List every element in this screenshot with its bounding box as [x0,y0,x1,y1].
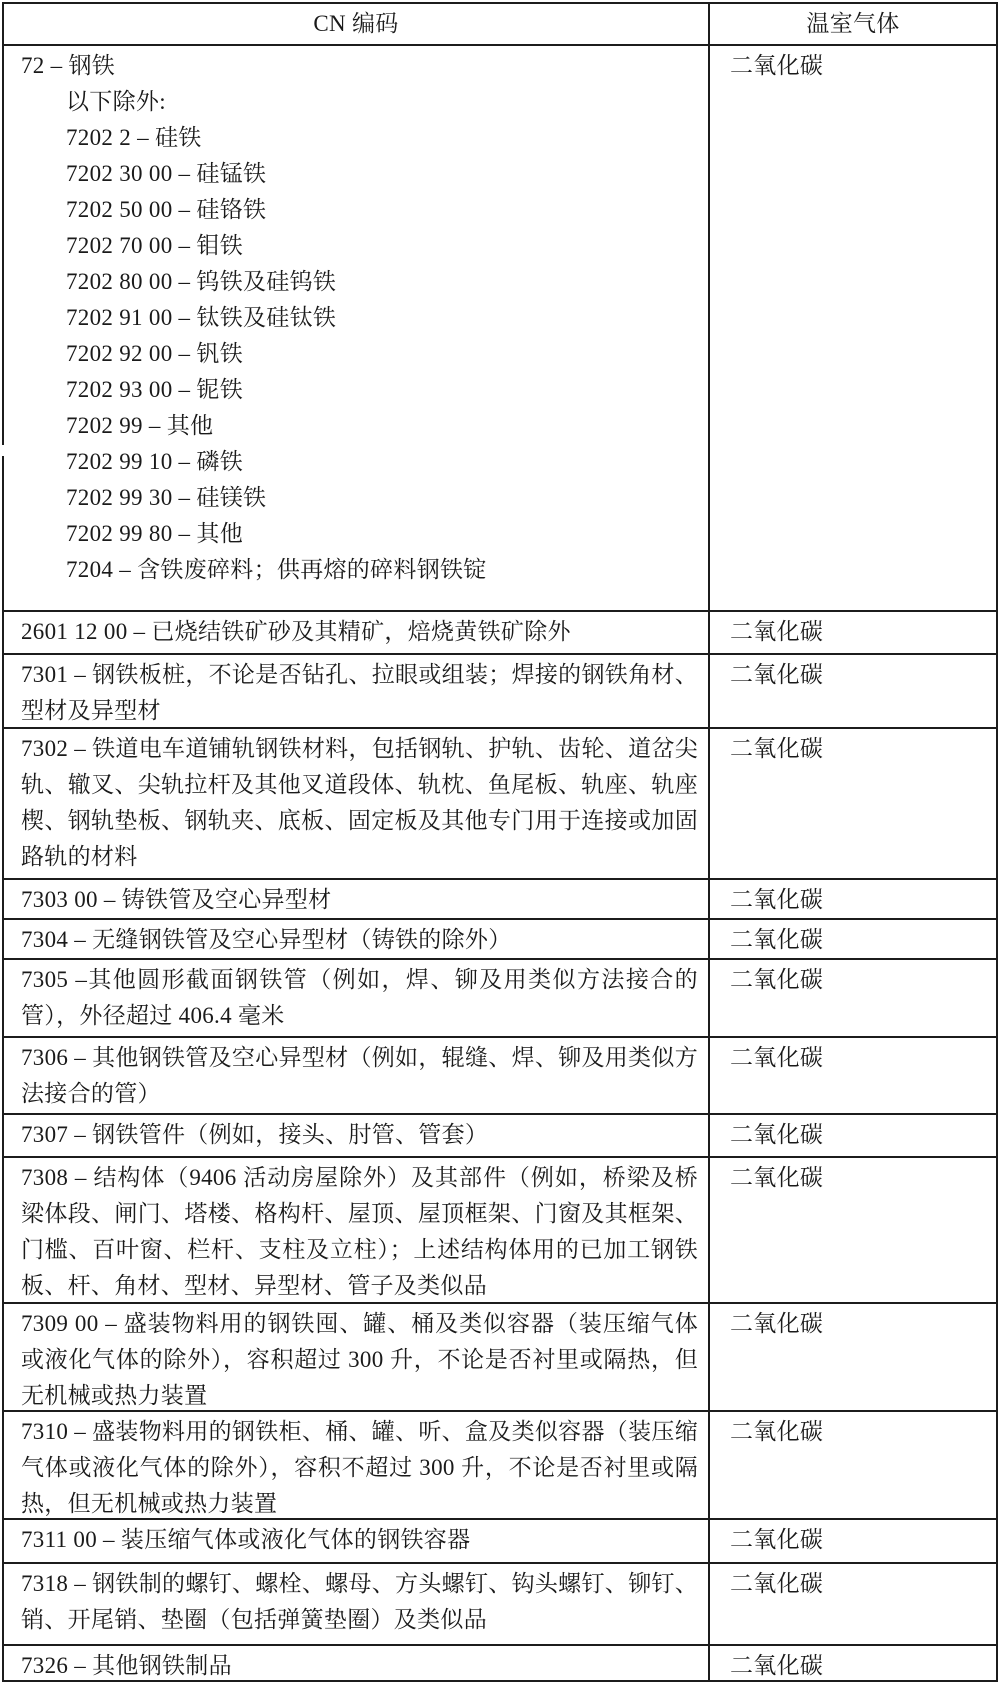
gas-cell: 二氧化碳 [730,967,824,992]
table-row [4,46,996,612]
column-header-cn-code: CN 编码 [4,4,710,44]
cn-code-cell: 7307 – 钢铁管件（例如，接头、肘管、管套） [4,1115,710,1156]
cn-code-line: 7202 99 – 其他 [66,413,214,438]
cn-code-line: 7202 80 00 – 钨铁及硅钨铁 [66,269,337,294]
cn-code-line: 72 – 钢铁 [21,53,116,78]
gas-cell: 二氧化碳 [730,887,824,912]
table-row [4,1115,996,1158]
cn-code-line: 7202 99 80 – 其他 [66,521,243,546]
cn-code-line: 7202 91 00 – 钛铁及硅钛铁 [66,305,337,330]
cn-code-line: 7202 99 10 – 磷铁 [66,449,243,474]
table-row [4,729,996,880]
table-row [4,1520,996,1564]
cn-code-line: 7202 93 00 – 铌铁 [66,377,243,402]
table-row [4,655,996,729]
cn-code-cell: 7303 00 – 铸铁管及空心异型材 [4,880,710,918]
page-break-border-gap [0,445,7,456]
table-row [4,1038,996,1115]
column-header-greenhouse-gas: 温室气体 [806,11,900,36]
gas-cell: 二氧化碳 [730,662,824,687]
cn-code-cell: 7326 – 其他钢铁制品 [4,1646,710,1682]
table-row [4,1158,996,1304]
gas-cell: 二氧化碳 [730,927,824,952]
gas-cell: 二氧化碳 [730,619,824,644]
cn-code-cell [4,46,710,610]
cn-code-cell: 7311 00 – 装压缩气体或液化气体的钢铁容器 [4,1520,710,1562]
gas-cell: 二氧化碳 [730,1045,824,1070]
gas-cell: 二氧化碳 [730,1527,824,1552]
cn-code-line: 以下除外: [66,89,166,114]
table-row [4,1412,996,1520]
table-row [4,1304,996,1412]
table-row [4,920,996,960]
table-header-row [4,4,996,46]
cn-code-cell: 7304 – 无缝钢铁管及空心异型材（铸铁的除外） [4,920,710,958]
gas-cell: 二氧化碳 [730,1311,824,1336]
cn-code-line: 7202 30 00 – 硅锰铁 [66,161,267,186]
cn-code-line: 7202 2 – 硅铁 [66,125,202,150]
cn-code-cell: 2601 12 00 – 已烧结铁矿砂及其精矿，焙烧黄铁矿除外 [4,612,710,653]
cn-code-line: 7204 – 含铁废碎料；供再熔的碎料钢铁锭 [66,557,487,582]
table-row [4,1564,996,1646]
cn-code-line: 7202 50 00 – 硅铬铁 [66,197,267,222]
cn-code-cell: 7308 – 结构体（9406 活动房屋除外）及其部件（例如，桥梁及桥梁体段、闸门、塔楼、格构杆、屋顶、屋顶框架、门窗及其框架、门槛、百叶窗、栏杆、支柱及立柱）；上述结构体用的已加工钢铁板、杆、角材、型材、异型材、管子及类似品 [4,1158,710,1302]
gas-cell: 二氧化碳 [730,1571,824,1596]
gas-cell: 二氧化碳 [730,736,824,761]
cn-code-gas-table [2,2,998,1682]
table-row [4,612,996,655]
cn-code-cell: 7302 – 铁道电车道铺轨钢铁材料，包括钢轨、护轨、齿轮、道岔尖轨、辙叉、尖轨拉杆及其他叉道段体、轨枕、鱼尾板、轨座、轨座楔、钢轨垫板、钢轨夹、底板、固定板及其他专门用于连接或加固路轨的材料 [4,729,710,878]
table-row [4,1646,996,1682]
gas-cell: 二氧化碳 [730,1419,824,1444]
cn-code-cell: 7310 – 盛装物料用的钢铁柜、桶、罐、听、盒及类似容器（装压缩气体或液化气体的除外），容积不超过 300 升，不论是否衬里或隔热，但无机械或热力装置 [4,1412,710,1518]
cn-code-line: 7202 70 00 – 钼铁 [66,233,243,258]
cn-code-cell: 7309 00 – 盛装物料用的钢铁囤、罐、桶及类似容器（装压缩气体或液化气体的除外），容积超过 300 升，不论是否衬里或隔热，但无机械或热力装置 [4,1304,710,1410]
cn-code-cell: 7305 –其他圆形截面钢铁管（例如，焊、铆及用类似方法接合的管），外径超过 406.4 毫米 [4,960,710,1036]
table-row [4,960,996,1038]
cn-code-cell: 7318 – 钢铁制的螺钉、螺栓、螺母、方头螺钉、钩头螺钉、铆钉、销、开尾销、垫圈（包括弹簧垫圈）及类似品 [4,1564,710,1644]
cn-code-line: 7202 92 00 – 钒铁 [66,341,243,366]
table-row [4,880,996,920]
cn-code-line: 7202 99 30 – 硅镁铁 [66,485,267,510]
gas-cell: 二氧化碳 [730,1122,824,1147]
gas-cell: 二氧化碳 [730,1653,824,1678]
cn-code-cell: 7301 – 钢铁板桩，不论是否钻孔、拉眼或组装；焊接的钢铁角材、型材及异型材 [4,655,710,727]
cn-code-cell: 7306 – 其他钢铁管及空心异型材（例如，辊缝、焊、铆及用类似方法接合的管） [4,1038,710,1113]
gas-cell: 二氧化碳 [730,1165,824,1190]
gas-cell: 二氧化碳 [730,53,824,78]
